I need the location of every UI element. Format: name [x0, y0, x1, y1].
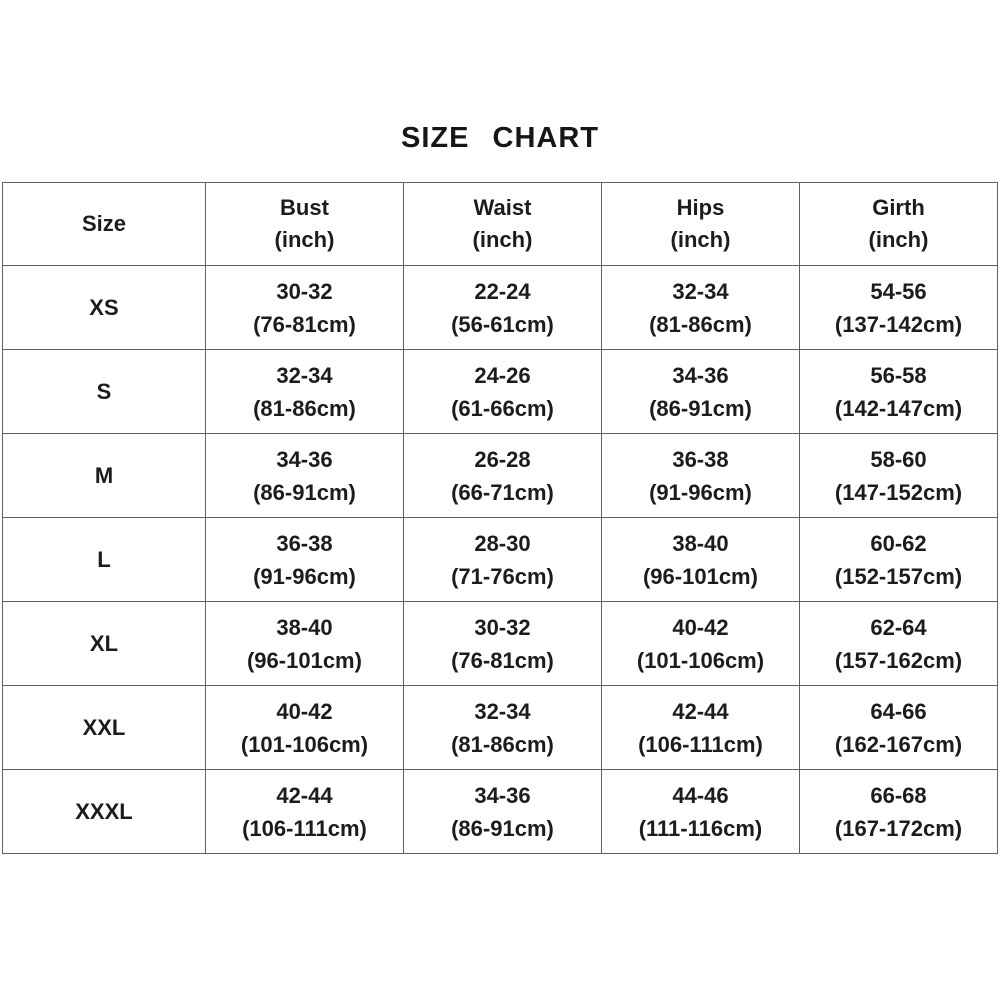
column-label: Size: [81, 211, 126, 236]
cm-range: (81-86cm): [253, 395, 356, 421]
column-header-waist: [403, 183, 601, 266]
cm-range: (91-96cm): [649, 479, 752, 505]
waist-cell: [403, 434, 601, 518]
cm-range: (167-172cm): [834, 815, 963, 841]
column-unit: (inch): [472, 227, 533, 252]
cm-range: (147-152cm): [834, 479, 963, 505]
cm-range: (106-111cm): [638, 731, 763, 757]
cm-range: (162-167cm): [834, 731, 963, 757]
cm-range: (86-91cm): [451, 815, 554, 841]
column-header-hips: [601, 183, 799, 266]
bust-cell: [205, 518, 403, 602]
inch-range: 34-36: [276, 446, 333, 472]
waist-cell: [403, 770, 601, 854]
column-label: Hips: [676, 195, 725, 220]
girth-cell: [799, 770, 997, 854]
cm-range: (91-96cm): [253, 563, 356, 589]
inch-range: 34-36: [474, 782, 531, 808]
waist-cell: [403, 602, 601, 686]
hips-cell: [601, 686, 799, 770]
waist-cell: [403, 350, 601, 434]
cm-range: (86-91cm): [649, 395, 752, 421]
inch-range: 40-42: [672, 614, 729, 640]
girth-cell: [799, 266, 997, 350]
inch-range: 28-30: [474, 530, 531, 556]
hips-cell: [601, 770, 799, 854]
bust-cell: [205, 266, 403, 350]
cm-range: (71-76cm): [451, 563, 554, 589]
inch-range: 32-34: [474, 698, 531, 724]
inch-range: 44-46: [672, 782, 729, 808]
size-label: XL: [3, 602, 206, 686]
size-chart-table: [2, 182, 998, 854]
cm-range: (152-157cm): [834, 563, 963, 589]
cm-range: (142-147cm): [834, 395, 963, 421]
inch-range: 34-36: [672, 362, 729, 388]
inch-range: 32-34: [672, 278, 729, 304]
inch-range: 40-42: [276, 698, 333, 724]
inch-range: 26-28: [474, 446, 531, 472]
column-unit: (inch): [868, 227, 929, 252]
cm-range: (101-106cm): [240, 731, 369, 757]
girth-cell: [799, 686, 997, 770]
inch-range: 66-68: [870, 782, 927, 808]
inch-range: 30-32: [474, 614, 531, 640]
cm-range: (96-101cm): [642, 563, 758, 589]
cm-range: (137-142cm): [834, 311, 963, 337]
inch-range: 30-32: [276, 278, 333, 304]
hips-cell: [601, 602, 799, 686]
table-row-xxxl: [3, 770, 998, 854]
column-label: Waist: [473, 195, 532, 220]
bust-cell: [205, 686, 403, 770]
column-header-girth: [799, 183, 997, 266]
table-row-s: [3, 350, 998, 434]
cm-range: (157-162cm): [834, 647, 963, 673]
cm-range: (56-61cm): [451, 311, 554, 337]
column-header-size: [3, 183, 206, 266]
inch-range: 64-66: [870, 698, 927, 724]
inch-range: 42-44: [276, 782, 333, 808]
waist-cell: [403, 518, 601, 602]
column-label: Girth: [872, 195, 925, 220]
waist-cell: [403, 686, 601, 770]
page-title: SIZE CHART: [401, 122, 599, 154]
size-label: XXXL: [3, 770, 206, 854]
table-row-xl: [3, 602, 998, 686]
inch-range: 22-24: [474, 278, 531, 304]
inch-range: 58-60: [870, 446, 927, 472]
inch-range: 54-56: [870, 278, 927, 304]
table-row-xxl: [3, 686, 998, 770]
cm-range: (76-81cm): [253, 311, 356, 337]
inch-range: 38-40: [672, 530, 729, 556]
table-row-l: [3, 518, 998, 602]
size-label: L: [3, 518, 206, 602]
bust-cell: [205, 770, 403, 854]
inch-range: 62-64: [870, 614, 927, 640]
table-row-xs: [3, 266, 998, 350]
cm-range: (81-86cm): [451, 731, 554, 757]
size-label: XS: [3, 266, 206, 350]
bust-cell: [205, 350, 403, 434]
hips-cell: [601, 350, 799, 434]
inch-range: 42-44: [672, 698, 729, 724]
cm-range: (86-91cm): [253, 479, 356, 505]
girth-cell: [799, 518, 997, 602]
header-row: [3, 183, 998, 266]
girth-cell: [799, 602, 997, 686]
inch-range: 36-38: [276, 530, 333, 556]
column-header-bust: [205, 183, 403, 266]
hips-cell: [601, 434, 799, 518]
cm-range: (101-106cm): [636, 647, 765, 673]
column-label: Bust: [280, 195, 329, 220]
column-unit: (inch): [670, 227, 731, 252]
cm-range: (96-101cm): [246, 647, 362, 673]
girth-cell: [799, 350, 997, 434]
hips-cell: [601, 266, 799, 350]
girth-cell: [799, 434, 997, 518]
hips-cell: [601, 518, 799, 602]
inch-range: 36-38: [672, 446, 729, 472]
bust-cell: [205, 602, 403, 686]
cm-range: (61-66cm): [451, 395, 554, 421]
cm-range: (106-111cm): [242, 815, 367, 841]
inch-range: 56-58: [870, 362, 927, 388]
cm-range: (76-81cm): [451, 647, 554, 673]
cm-range: (111-116cm): [638, 815, 763, 841]
size-label: XXL: [3, 686, 206, 770]
inch-range: 38-40: [276, 614, 333, 640]
inch-range: 24-26: [474, 362, 531, 388]
cm-range: (66-71cm): [451, 479, 554, 505]
table-body: [3, 266, 998, 854]
inch-range: 32-34: [276, 362, 333, 388]
inch-range: 60-62: [870, 530, 927, 556]
size-label: S: [3, 350, 206, 434]
size-label: M: [3, 434, 206, 518]
table-header: [3, 183, 998, 266]
column-unit: (inch): [274, 227, 335, 252]
waist-cell: [403, 266, 601, 350]
cm-range: (81-86cm): [649, 311, 752, 337]
table-row-m: [3, 434, 998, 518]
bust-cell: [205, 434, 403, 518]
